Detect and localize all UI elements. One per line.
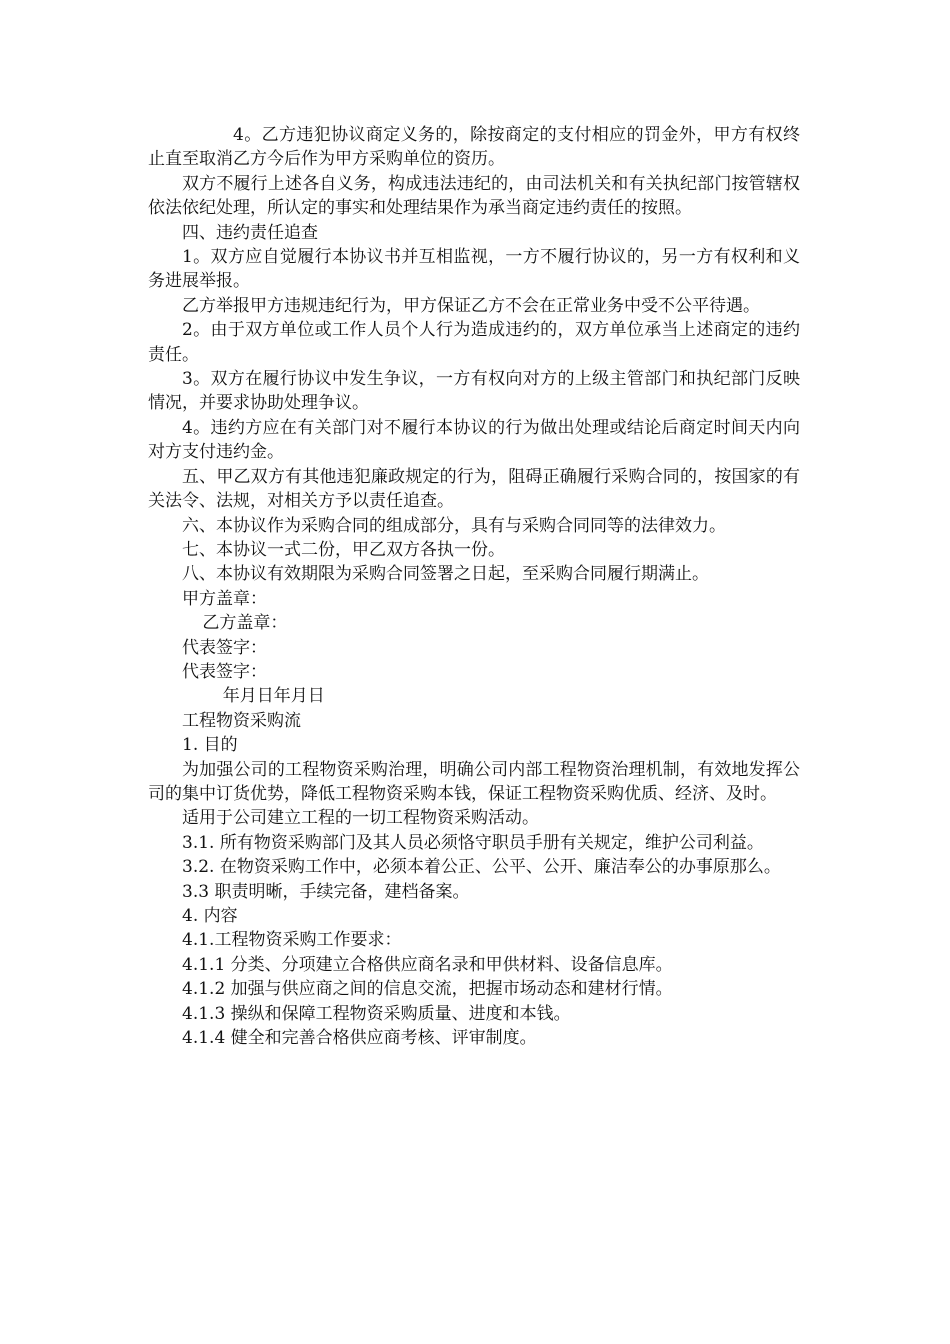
party-a-seal-label: 甲方盖章： bbox=[182, 588, 267, 609]
clause-3-2: 3.2. 在物资采购工作中，必须本着公正、公平、公开、廉洁奉公的办事原那么。 bbox=[182, 857, 781, 878]
clause-3-1: 3.1. 所有物资采购部门及其人员必须恪守职员手册有关规定，维护公司利益。 bbox=[182, 832, 764, 853]
heading-purpose: 1. 目的 bbox=[182, 735, 238, 756]
representative-signature-label-b: 代表签字： bbox=[182, 661, 267, 682]
clause-4-1-4: 4.1.4 健全和完善合格供应商考核、评审制度。 bbox=[182, 1028, 537, 1049]
representative-signature-label-a: 代表签字： bbox=[182, 637, 267, 658]
clause-4-1-2: 4.1.2 加强与供应商之间的信息交流，把握市场动态和建材行情。 bbox=[182, 979, 673, 1000]
document-body bbox=[148, 123, 800, 1050]
clause-4-1: 4.1.工程物资采购工作要求： bbox=[182, 930, 402, 951]
section-seven: 七、本协议一式二份，甲乙双方各执一份。 bbox=[182, 539, 505, 560]
date-line: 年月日年月日 bbox=[222, 686, 325, 707]
section-heading-liability: 四、违约责任追查 bbox=[182, 222, 318, 243]
paragraph-purpose: 为加强公司的工程物资采购治理，明确公司内部工程物资治理机制，有效地发挥公司的集中订货优势，降低工程物资采购本钱，保证工程物资采购优质、经济、及时。 bbox=[148, 759, 800, 804]
paragraph-liability-4: 4。违约方应在有关部门对不履行本协议的行为做出处理或结论后商定时间天内向对方支付违约金。 bbox=[148, 417, 800, 463]
party-b-seal-label: 乙方盖章： bbox=[202, 613, 288, 634]
clause-4-1-1: 4.1.1 分类、分项建立合格供应商名录和甲供材料、设备信息库。 bbox=[182, 954, 673, 975]
paragraph-liability-2: 2。由于双方单位或工作人员个人行为造成违约的，双方单位承当上述商定的违约责任。 bbox=[148, 320, 800, 365]
section-eight: 八、本协议有效期限为采购合同签署之日起，至采购合同履行期满止。 bbox=[182, 564, 709, 585]
paragraph-breach-clause-4: 4。乙方违犯协议商定义务的，除按商定的支付相应的罚金外，甲方有权终止直至取消乙方今后作为甲方采购单位的资历。 bbox=[148, 125, 800, 170]
section-five: 五、甲乙双方有其他违犯廉政规定的行为，阻碍正确履行采购合同的，按国家的有关法令、法规，对相关方予以责任追查。 bbox=[148, 466, 800, 512]
procurement-process-title: 工程物资采购流 bbox=[182, 710, 301, 731]
paragraph-liability-3: 3。双方在履行协议中发生争议，一方有权向对方的上级主管部门和执纪部门反映情况，并要求协助处理争议。 bbox=[148, 369, 800, 414]
clause-3-3: 3.3 职责明晰，手续完备，建档备案。 bbox=[182, 881, 470, 902]
paragraph-liability-1: 1。双方应自觉履行本协议书并互相监视，一方不履行协议的，另一方有权利和义务进展举报。 bbox=[148, 247, 800, 292]
heading-content: 4. 内容 bbox=[182, 906, 238, 926]
paragraph-legal-handling: 双方不履行上述各自义务，构成违法违纪的，由司法机关和有关执纪部门按管辖权依法依纪处理，所认定的事实和处理结果作为承当商定违约责任的按照。 bbox=[148, 173, 800, 219]
section-six: 六、本协议作为采购合同的组成部分，具有与采购合同同等的法律效力。 bbox=[182, 515, 726, 536]
clause-4-1-3: 4.1.3 操纵和保障工程物资采购质量、进度和本钱。 bbox=[182, 1003, 571, 1024]
paragraph-scope: 适用于公司建立工程的一切工程物资采购活动。 bbox=[182, 808, 539, 829]
paragraph-fair-treatment: 乙方举报甲方违规违纪行为，甲方保证乙方不会在正常业务中受不公平待遇。 bbox=[182, 295, 760, 316]
